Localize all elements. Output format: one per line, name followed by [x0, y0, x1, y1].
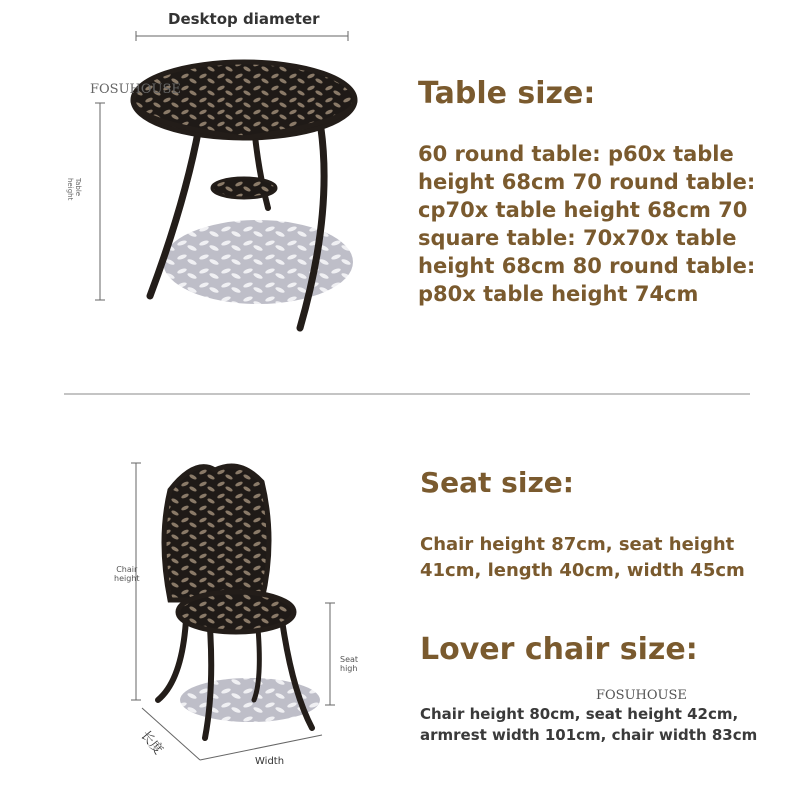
diameter-dimension-line: [136, 31, 348, 41]
lover-chair-size-heading: Lover chair size:: [420, 632, 698, 667]
seat-height-dimension-line: [325, 603, 335, 705]
chair-height-label: Chair height: [114, 565, 140, 583]
brand-watermark-top: FOSUHOUSE: [90, 82, 181, 97]
brand-watermark-bottom: FOSUHOUSE: [596, 688, 687, 703]
table-size-line: height 68cm 70 round table:: [418, 170, 756, 194]
table-shadow: [163, 220, 353, 304]
lover-chair-line: armrest width 101cm, chair width 83cm: [420, 726, 758, 744]
lover-chair-size-text: [420, 704, 757, 746]
table-size-heading: Table size:: [418, 76, 596, 111]
table-height-label: Table height: [66, 178, 82, 201]
table-height-dimension-line: [95, 103, 105, 300]
table-size-line: 60 round table: p60x table: [418, 142, 734, 166]
lover-chair-line: Chair height 80cm, seat height 42cm,: [420, 705, 739, 723]
table-size-line: height 68cm 80 round table:: [418, 254, 756, 278]
length-label: 长度: [137, 728, 166, 758]
table-size-line: square table: 70x70x table: [418, 226, 737, 250]
seat-size-line: 41cm, length 40cm, width 45cm: [420, 560, 745, 581]
seat-size-text: [420, 532, 745, 584]
width-label: Width: [255, 756, 285, 767]
seat-high-label: Seat high: [340, 655, 359, 673]
seat-size-line: Chair height 87cm, seat height: [420, 534, 735, 555]
table-size-line: p80x table height 74cm: [418, 282, 699, 306]
desktop-diameter-label: Desktop diameter: [168, 10, 320, 28]
table-size-line: cp70x table height 68cm 70: [418, 198, 748, 222]
table-size-text: [418, 140, 798, 308]
seat-size-heading: Seat size:: [420, 466, 574, 499]
